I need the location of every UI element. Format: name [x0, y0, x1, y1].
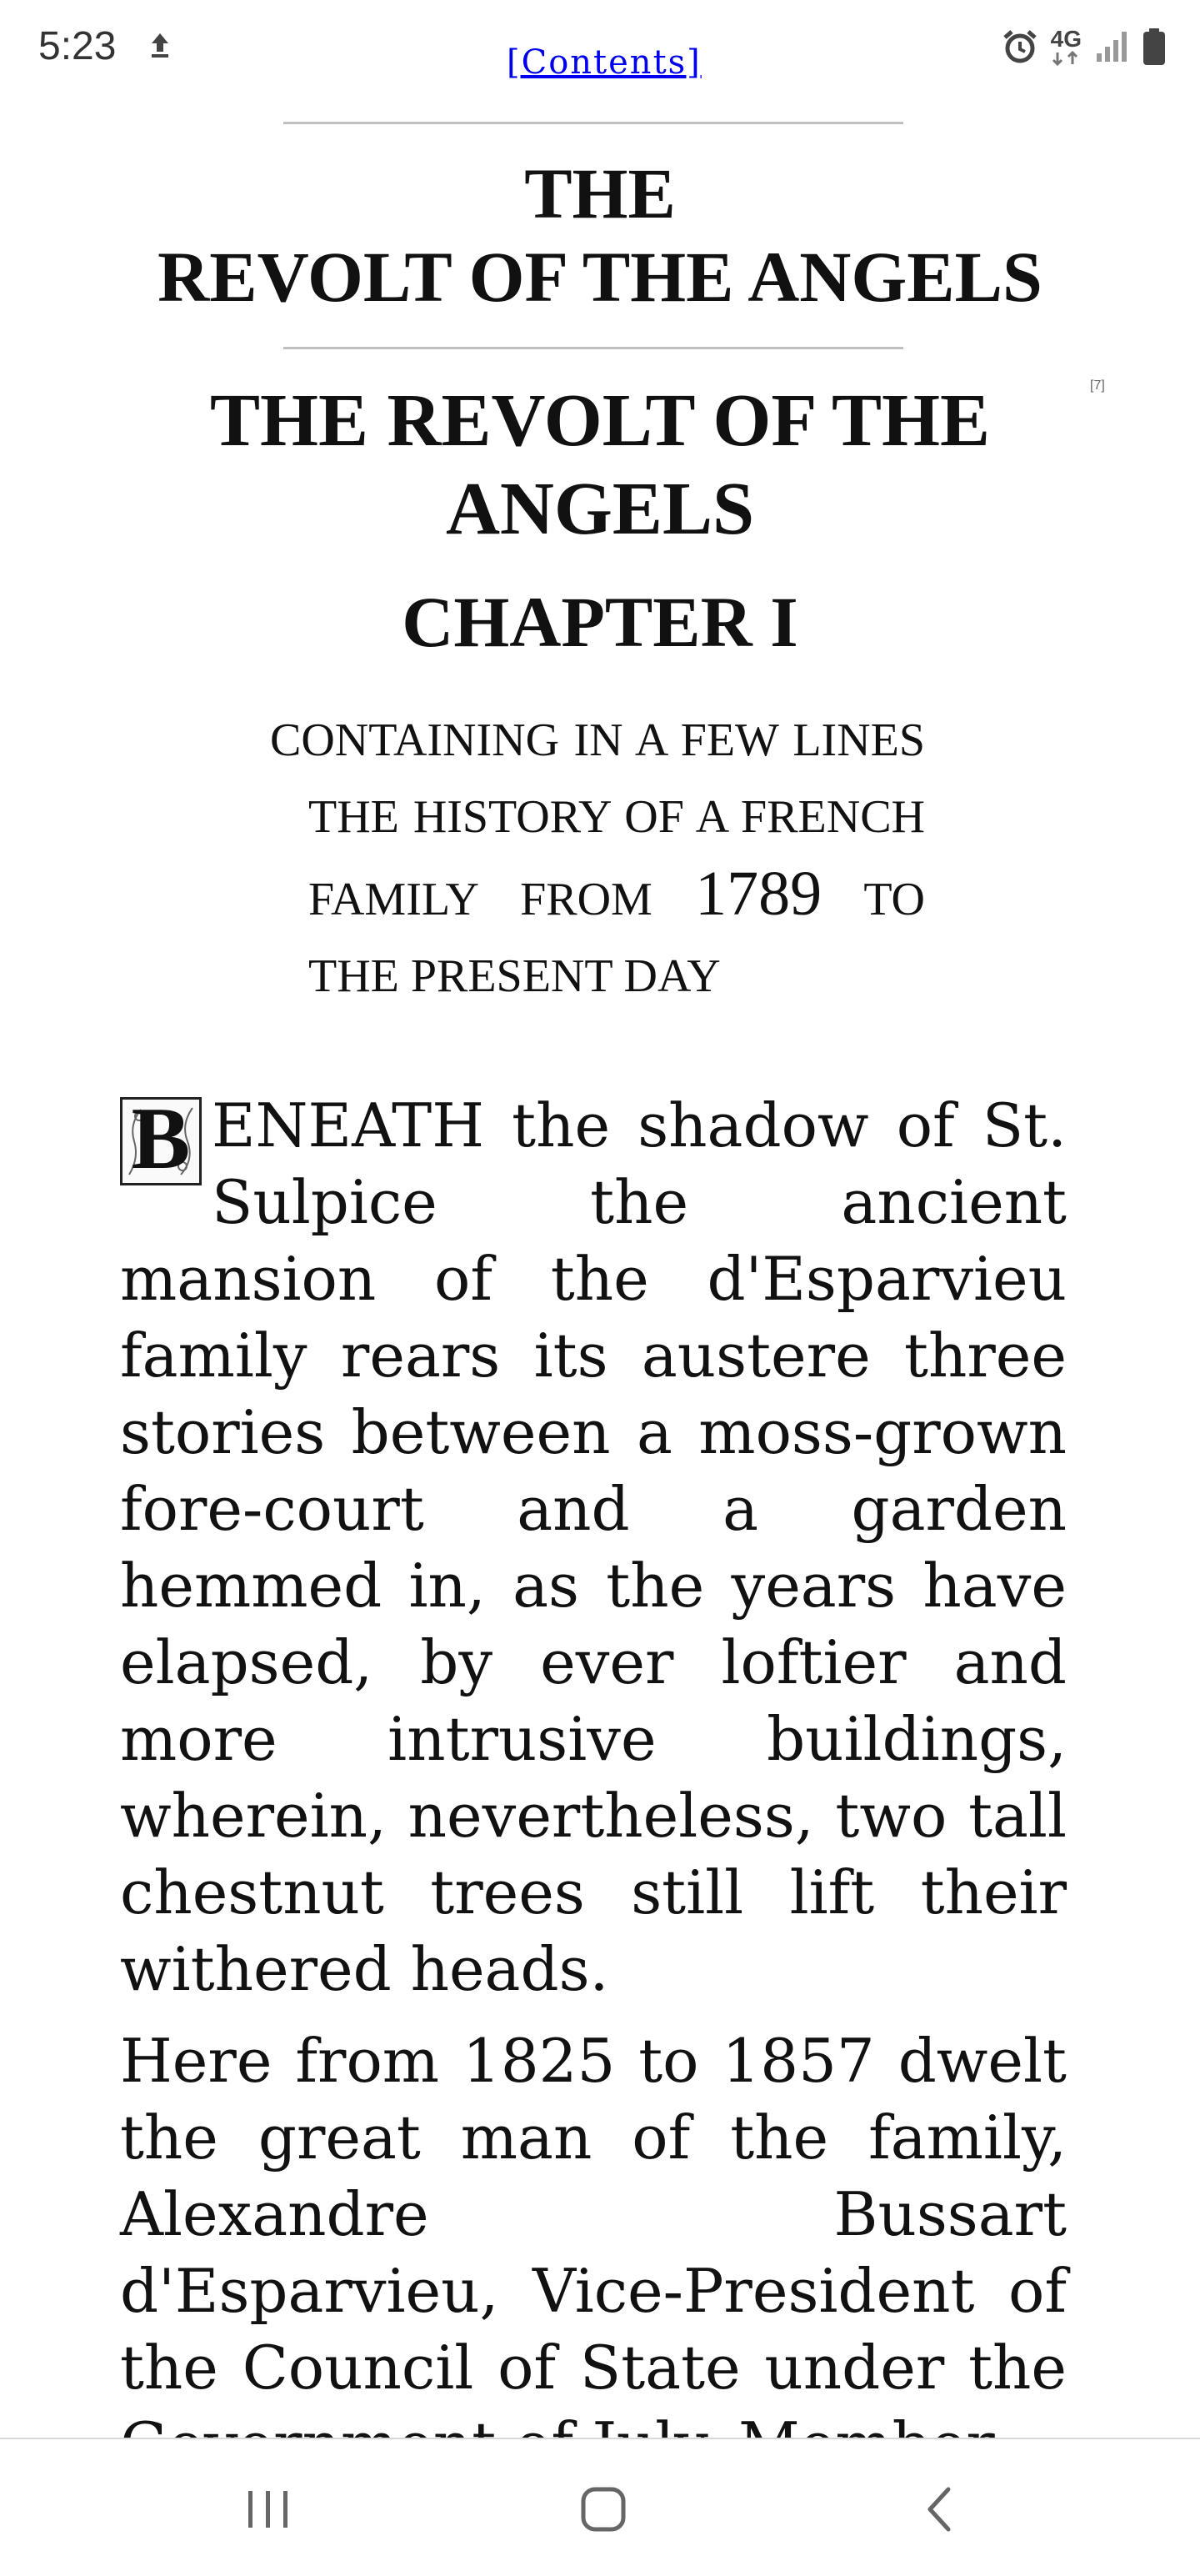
book-title: [100, 377, 1100, 554]
battery-icon: [1142, 27, 1167, 67]
drop-cap: [120, 1090, 202, 1187]
header-title-line2: REVOLT OF THE ANGELS: [158, 237, 1042, 317]
paragraph-2: Here from 1825 to 1857 dwelt the great man of the family, Alexandre Bussart d'Esparvieu, Vice-President of the Council of State under the: [120, 2026, 1067, 2403]
network-label: 4G: [1050, 26, 1082, 52]
home-icon: [578, 2484, 628, 2534]
signal-icon: [1093, 28, 1130, 65]
upload-icon: [143, 28, 177, 62]
status-time: 5:23: [38, 24, 117, 68]
header-title-line1: THE: [524, 153, 676, 233]
chapter-summary: [270, 702, 925, 1015]
contents-link[interactable]: [507, 43, 702, 88]
alarm-icon: [1001, 28, 1039, 66]
first-word-rest: ENEATH: [212, 1090, 484, 1160]
navigation-bar: [0, 2438, 1200, 2576]
drop-cap-letter: B: [131, 1090, 191, 1187]
header-title: [100, 152, 1100, 318]
chapter-title: CHAPTER I: [402, 582, 798, 662]
book-title-line2: ANGELS: [445, 468, 755, 550]
network-4g-icon: [1051, 28, 1082, 66]
paragraph-1-text: the shadow of St. Sulpice the ancient mansion of the d'Esparvieu family rears its austere three stories between a moss-grown fore-court and a garden hemmed in, as the years have elapsed, by ever loftier and more intrusive buildings, wherein, nevertheless, two tall chestnut trees still lift their withered heads.: [120, 1090, 1067, 2004]
recents-icon: [243, 2488, 293, 2531]
book-title-line1: THE REVOLT OF THE: [209, 379, 991, 462]
home-button[interactable]: [553, 2469, 653, 2549]
summary-part2: TO THE PRESENT DAY: [308, 874, 925, 1002]
divider-bottom: [283, 347, 903, 349]
back-button[interactable]: [888, 2469, 988, 2549]
summary-year: 1789: [695, 859, 822, 929]
recents-button[interactable]: [218, 2469, 318, 2549]
divider-top: [283, 122, 903, 124]
paragraph-1: [120, 1087, 1067, 2007]
status-icons: [1001, 23, 1167, 70]
summary-part1: CONTAINING IN A FEW LINES THE HISTORY OF A FRENCH FAMILY FROM: [270, 714, 925, 925]
page-number-marker[interactable]: [7]: [1090, 378, 1105, 393]
back-icon: [922, 2484, 955, 2534]
contents-link-text[interactable]: [Contents]: [507, 43, 702, 82]
